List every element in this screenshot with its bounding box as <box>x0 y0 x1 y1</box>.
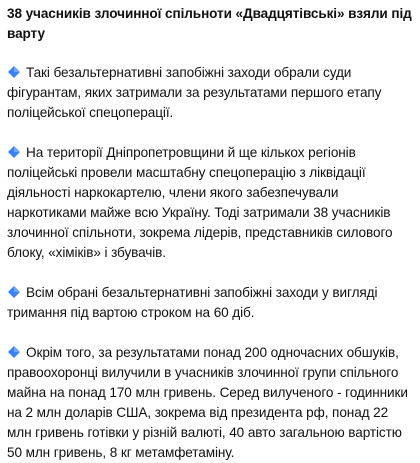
paragraph-text: Окрім того, за результатами понад 200 одночасних обшуків, правоохоронці вилучили в учасників злочинної групи спільного майна на понад 170 млн гривень. Серед вилученого - годинники на 2 млн доларів США, зокрема від президента рф, понад 22 млн гривень готівки у різній валюті, 40 авто загальною вартістю 50 млн гривень, 8 кг метамфетаміну. <box>7 345 408 460</box>
small-blue-diamond-icon <box>7 345 21 359</box>
small-blue-diamond-icon <box>7 65 21 79</box>
post-paragraph-3 <box>7 283 414 323</box>
paragraph-text: Всім обрані безальтернативні запобіжні заходи у вигляді тримання під вартою строком на 60 діб. <box>7 285 378 320</box>
post-paragraph-1 <box>7 63 414 123</box>
post-title: 38 учасників злочинної спільноти «Двадцятівські» взяли під варту <box>7 6 412 41</box>
small-blue-diamond-icon <box>7 145 21 159</box>
small-blue-diamond-icon <box>7 285 21 299</box>
post-paragraph-2 <box>7 143 414 263</box>
paragraph-text: На території Дніпропетровщини й ще кількох регіонів поліцейські провели масштабну спецоперацію з ліквідації діяльності наркокартелю, члени якого забезпечували наркотиками майже всю Україну. Тоді затримали 38 учасників злочинної спільноти, зокрема лідерів, представників силового блоку, «хіміків» і збувачів. <box>7 145 393 260</box>
paragraph-text: Такі безальтернативні запобіжні заходи обрали суди фігурантам, яких затримали за результатами першого етапу поліцейської спецоперації. <box>7 65 382 120</box>
post-paragraph-4 <box>7 343 414 463</box>
